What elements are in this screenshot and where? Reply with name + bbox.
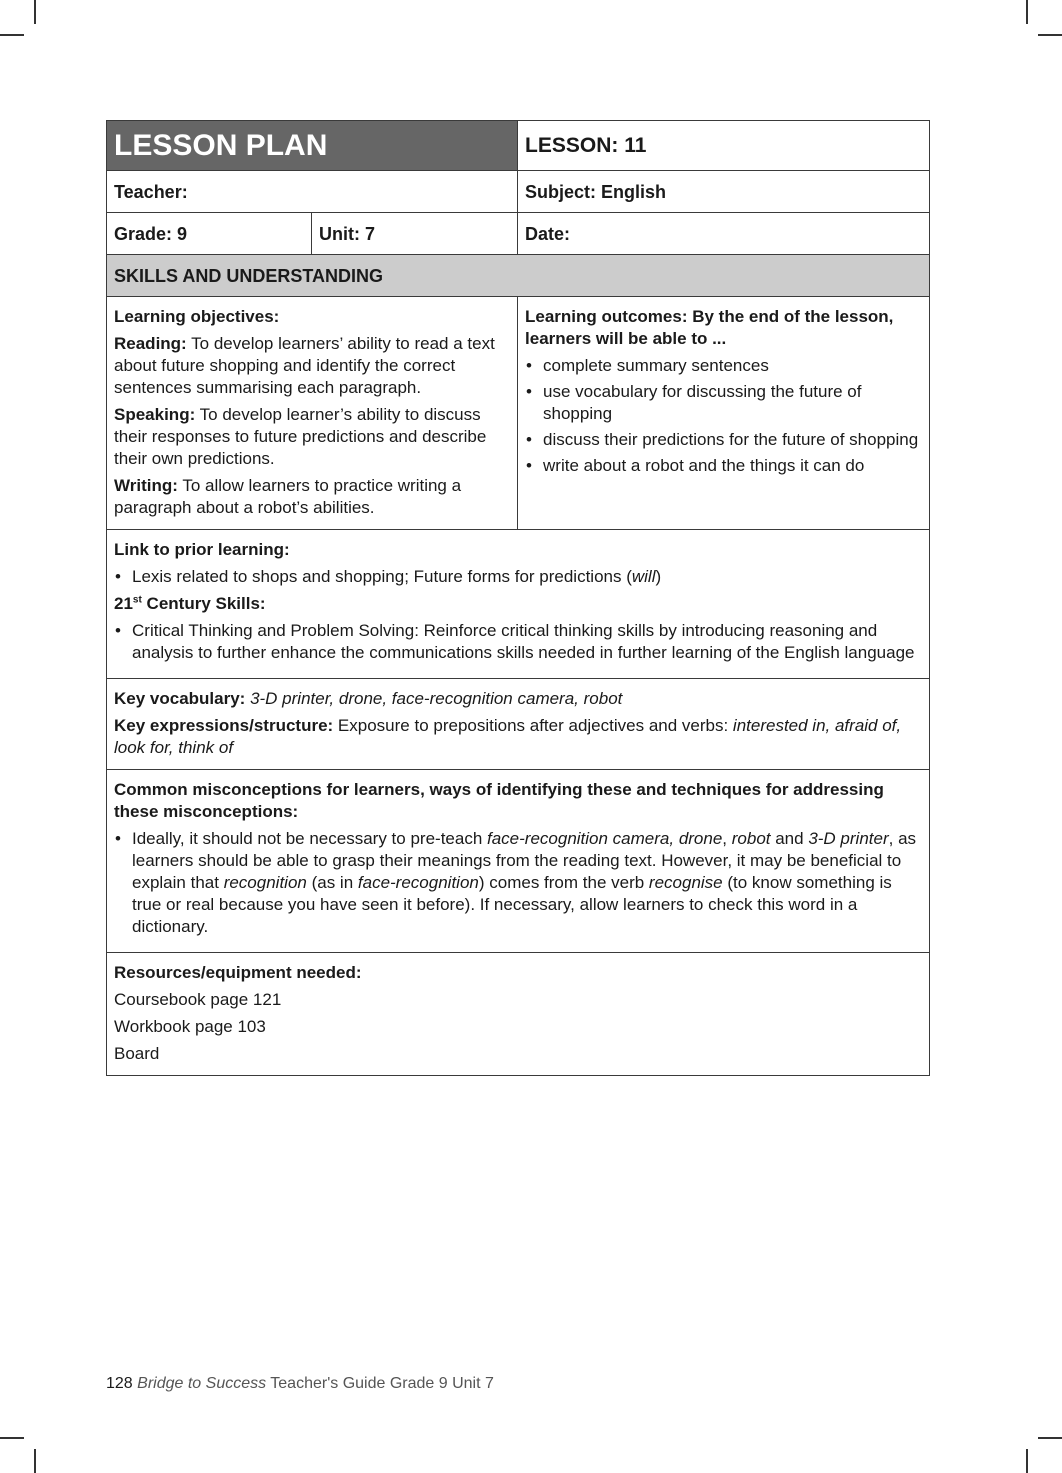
misconceptions-cell bbox=[107, 770, 930, 953]
vocab-words: 3-D printer, drone, face-recognition camera, robot bbox=[245, 689, 623, 708]
vocabulary-cell bbox=[107, 679, 930, 770]
resource-item: Coursebook page 121 bbox=[114, 990, 282, 1009]
page-footer bbox=[106, 1375, 494, 1393]
century-skills-heading bbox=[114, 593, 922, 615]
outcome-item: • discuss their predictions for the future of shopping bbox=[525, 429, 922, 451]
expr-label: Key expressions/structure: bbox=[114, 716, 334, 735]
italic-term: face-recognition bbox=[357, 873, 479, 892]
skills-section-heading: SKILLS AND UNDERSTANDING bbox=[107, 255, 930, 297]
prior-italic: will bbox=[631, 567, 656, 586]
text-run: and bbox=[770, 829, 809, 848]
lesson-number: LESSON: 11 bbox=[518, 121, 930, 171]
prior-learning-cell bbox=[107, 530, 930, 679]
crop-mark bbox=[1026, 1449, 1028, 1473]
misconceptions-heading: Common misconceptions for learners, ways of identifying these and techniques for addressing these misconceptions: bbox=[114, 780, 884, 821]
outcomes-list bbox=[525, 355, 922, 477]
text-run: , bbox=[722, 829, 732, 848]
italic-term: recognition bbox=[223, 873, 307, 892]
grade-field: Grade: 9 bbox=[107, 213, 312, 255]
key-expressions bbox=[114, 715, 922, 759]
objective-label: Speaking: bbox=[114, 405, 196, 424]
learning-objectives-cell bbox=[107, 297, 518, 530]
century-skills-item: • Critical Thinking and Problem Solving: Reinforce critical thinking skills by introducing reasoning and analysis to further enhance the communications skills needed in further learning of the English language bbox=[114, 620, 922, 664]
objective-label: Reading: bbox=[114, 334, 187, 353]
book-title: Bridge to Success bbox=[137, 1375, 267, 1392]
century-prefix: 21 bbox=[114, 594, 133, 613]
century-suffix: Century Skills: bbox=[141, 594, 266, 613]
expr-italic: interested in, afraid of, look for, think of bbox=[114, 716, 902, 757]
objective-label: Writing: bbox=[114, 476, 178, 495]
italic-term: 3-D printer bbox=[808, 829, 889, 848]
outcome-item: • complete summary sentences bbox=[525, 355, 922, 377]
lesson-plan-title: LESSON PLAN bbox=[107, 121, 518, 171]
footer-text: Teacher's Guide Grade 9 Unit 7 bbox=[266, 1375, 494, 1392]
crop-mark bbox=[0, 1437, 24, 1439]
objective-speaking bbox=[114, 404, 510, 470]
objective-text: To develop learner’s ability to discuss their responses to future predictions and describe their own predictions. bbox=[114, 405, 487, 468]
resource-item: Workbook page 103 bbox=[114, 1017, 266, 1036]
crop-mark bbox=[34, 0, 36, 24]
expr-text: Exposure to prepositions after adjectives and verbs: bbox=[333, 716, 733, 735]
objective-text: To develop learners’ ability to read a text about future shopping and identify the correct sentences summarising each paragraph. bbox=[114, 334, 495, 397]
crop-mark bbox=[0, 34, 24, 36]
outcome-item: • write about a robot and the things it can do bbox=[525, 455, 922, 477]
outcome-item: • use vocabulary for discussing the future of shopping bbox=[525, 381, 922, 425]
learning-outcomes-cell bbox=[518, 297, 930, 530]
century-sup: st bbox=[132, 594, 142, 606]
resource-item: Board bbox=[114, 1044, 160, 1063]
text-run: , as learners should be able to grasp their meanings from the reading text. However, it may be beneficial to explain that bbox=[132, 829, 917, 892]
objective-writing bbox=[114, 475, 510, 519]
prior-end: ) bbox=[655, 567, 662, 586]
italic-term: recognise bbox=[648, 873, 723, 892]
date-field: Date: bbox=[518, 213, 930, 255]
prior-learning-list bbox=[114, 566, 922, 588]
teacher-field: Teacher: bbox=[107, 171, 518, 213]
resources-heading: Resources/equipment needed: bbox=[114, 963, 362, 982]
key-vocabulary bbox=[114, 688, 922, 710]
misconceptions-list bbox=[114, 828, 922, 938]
learning-outcomes-heading: Learning outcomes: By the end of the lesson, learners will be able to ... bbox=[525, 307, 894, 348]
objective-text: To allow learners to practice writing a paragraph about a robot’s abilities. bbox=[114, 476, 462, 517]
misconceptions-item bbox=[114, 828, 922, 938]
page-number: 128 bbox=[106, 1375, 133, 1392]
text-run: ) comes from the verb bbox=[478, 873, 649, 892]
subject-field: Subject: English bbox=[518, 171, 930, 213]
prior-learning-heading: Link to prior learning: bbox=[114, 540, 290, 559]
text-run: Ideally, it should not be necessary to pre-teach bbox=[132, 829, 487, 848]
crop-mark bbox=[34, 1449, 36, 1473]
crop-mark bbox=[1038, 34, 1062, 36]
learning-objectives-heading: Learning objectives: bbox=[114, 307, 280, 326]
crop-mark bbox=[1026, 0, 1028, 24]
text-run: (as in bbox=[306, 873, 358, 892]
prior-learning-item bbox=[114, 566, 922, 588]
unit-field: Unit: 7 bbox=[312, 213, 518, 255]
italic-term: robot bbox=[731, 829, 771, 848]
prior-text: Lexis related to shops and shopping; Future forms for predictions ( bbox=[132, 567, 632, 586]
objective-reading bbox=[114, 333, 510, 399]
italic-term: face-recognition camera, drone bbox=[487, 829, 723, 848]
crop-mark bbox=[1038, 1437, 1062, 1439]
century-skills-list bbox=[114, 620, 922, 664]
lesson-plan-table bbox=[106, 120, 930, 1076]
text-run: (to know something is true or real because you have seen it before). If necessary, allow learners to check this word in a dictionary. bbox=[132, 873, 892, 936]
resources-cell bbox=[107, 953, 930, 1076]
vocab-label: Key vocabulary: bbox=[114, 689, 246, 708]
